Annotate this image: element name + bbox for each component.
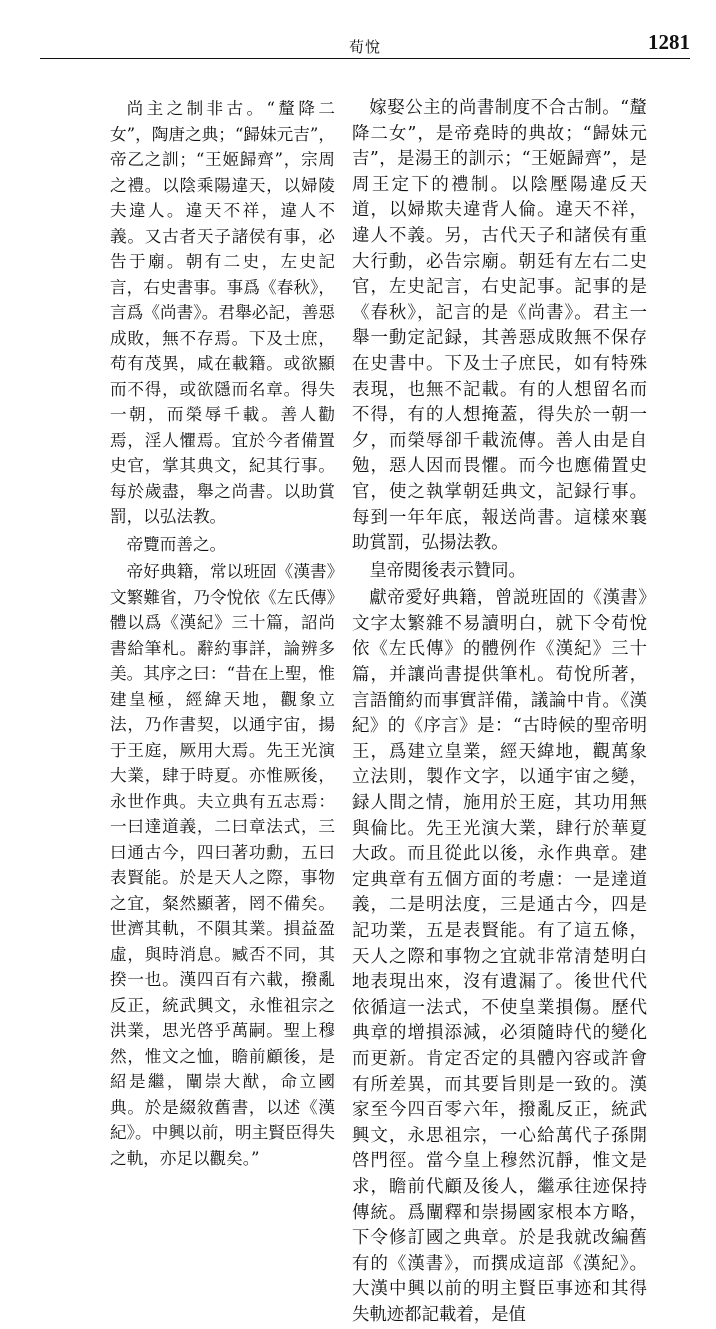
translation-paragraph-1: 嫁娶公主的尚書制度不合古制。“釐降二女”，是帝堯時的典故；“歸妹元吉”，是湯王的訓示；“王姬歸齊”，是周王定下的禮制。以陰壓陽違反天道，以婦欺夫違背人倫。違天不祥，違人不義。另，古代天子和諸侯有重大行動，必告宗廟。朝廷有左右二史官，左史記言，右史記事。記事的是《春秋》，記言的是《尚書》。君主一舉一動定記録，其善惡成敗無不保存在史書中。下及士子庶民，如有特殊表現，也無不記載。有的人想留名而不得，有的人想掩蓋，得失於一朝一夕，而榮辱卻千載流傳。善人由是自勉，惡人因而畏懼。而今也應備置史官，使之執掌朝廷典文，記録行事。每到一年年底，報送尚書。這樣來襄助賞罰，弘揚法教。 [352, 98, 647, 554]
running-title: 荀悅 [348, 38, 381, 56]
page-header [40, 18, 690, 59]
classical-paragraph-3: 帝好典籍，常以班固《漢書》文繁難省，乃令悅依《左氏傳》體以爲《漢紀》三十篇，詔尚書給筆札。辭約事詳，論辨多美。其序之曰：“昔在上聖，惟建皇極，經緯天地，觀象立法，乃作書契，以通宇宙，揚于王庭，厥用大焉。先王光演大業，肆于時夏。亦惟厥後，永世作典。夫立典有五志焉：一曰達道義，二曰章法式，三曰通古今，四曰著功勳，五曰表賢能。於是天人之際，事物之宜，粲然顯著，罔不備矣。世濟其軌，不隕其業。損益盈虛，與時消息。臧否不同，其揆一也。漢四百有六載，撥亂反正，統武興文，永惟祖宗之洪業，思光啓乎萬嗣。聖上穆然，惟文之恤，瞻前顧後，是紹是繼，闡崇大猷，命立國典。於是綴敘舊書，以述《漢紀》。中興以前，明主賢臣得失之軌，亦足以觀矣。” [110, 562, 335, 1168]
translation-column [352, 96, 647, 1329]
classical-text-column [110, 96, 335, 1171]
page-number: 1281 [648, 30, 690, 54]
classical-paragraph-1: 尚主之制非古。“釐降二女”，陶唐之典；“歸妹元吉”，帝乙之訓；“王姬歸齊”，宗周之禮。以陰乘陽違天，以婦陵夫違人。違天不祥，違人不義。又古者天子諸侯有事，必告于廟。朝有二史，左史記言，右史書事。事爲《春秋》，言爲《尚書》。君舉必記，善惡成敗，無不存焉。下及士庶，苟有茂異，咸在載籍。或欲顯而不得，或欲隱而名章。得失一朝，而榮辱千載。善人勸焉，淫人懼焉。宜於今者備置史官，掌其典文，紀其行事。每於歲盡，舉之尚書。以助賞罰，以弘法教。 [110, 99, 335, 526]
classical-paragraph-2: 帝覽而善之。 [126, 534, 227, 554]
translation-paragraph-2: 皇帝閱後表示贊同。 [369, 560, 526, 581]
translation-paragraph-3: 獻帝愛好典籍，曾説班固的《漢書》文字太繁雜不易讀明白，就下令荀悅依《左氏傳》的體例作《漢紀》三十篇，并讓尚書提供筆札。荀悅所著，言語簡約而事實詳備，議論中肯。《漢紀》的《序言》是：“古時候的聖帝明王，爲建立皇業，經天緯地，觀萬象立法則，製作文字，以通宇宙之變，録人間之情，施用於王庭，其功用無與倫比。先王光演大業，肆行於華夏大政。而且從此以後，永作典章。建定典章有五個方面的考慮：一是達道義，二是明法度，三是通古今，四是記功業，五是表賢能。有了這五條，天人之際和事物之宜就非常清楚明白地表現出來，沒有遺漏了。後世代代依循這一法式，不使皇業損傷。歷代典章的增損添減，必須隨時代的變化而更新。肯定否定的具體內容或許會有所差異，而其要旨則是一致的。漢家至今四百零六年，撥亂反正，統武興文，永思祖宗，一心給萬代子孫開啓門徑。當今皇上穆然沉靜，惟文是求，瞻前代顧及後人，繼承往迹保持傳統。爲闡釋和崇揚國家根本方略，下令修訂國之典章。於是我就改編舊有的《漢書》，而撰成這部《漢紀》。大漢中興以前的明主賢臣事迹和其得失軌迹都記載着，是值 [352, 588, 647, 1325]
